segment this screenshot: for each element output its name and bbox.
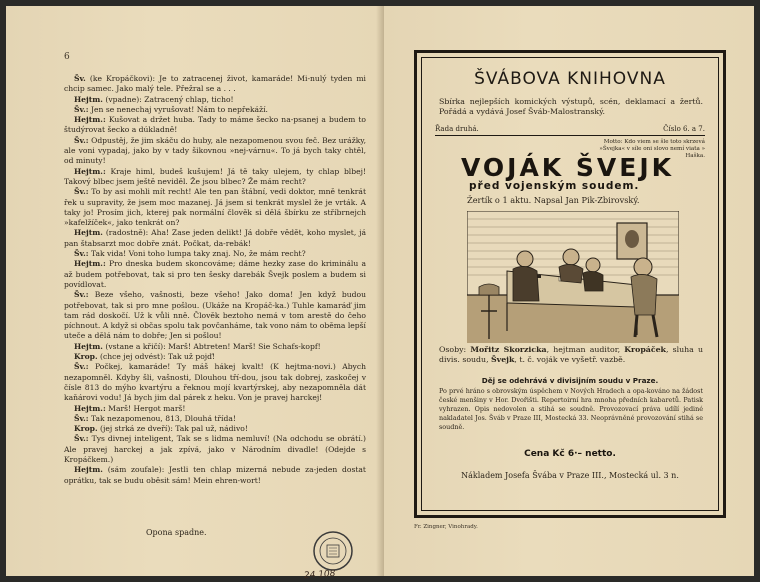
speech-text: Beze všeho, vašnosti, beze všeho! Jako doma! Jen když budou potřebovat, tak si pro mne pošlou. (Ukáže na Kropáč-ka.) Tuhle kamaráď jim tam rád doskočí. Už k vůli nně. Člověk beztoho nemá v tom arestě do čeho píchnout. A když si občas spolu tak povčanháme, tak vono nám to oběma lepší uteče a dělá nám to dobře; Jen si pošlou! — [64, 290, 366, 341]
speaker-label: Krop. — [74, 352, 98, 362]
speaker-label: Hejtm.: — [74, 115, 106, 125]
speaker-label: Krop. — [74, 424, 98, 434]
dialogue-paragraph — [64, 404, 366, 414]
series-divider — [435, 135, 705, 136]
dialogue-paragraph — [64, 187, 366, 228]
dialogue-paragraph — [64, 115, 366, 136]
series-numbering — [435, 125, 705, 133]
cast-skorzicka: Mořitz Skorzicka — [470, 345, 547, 354]
dialogue-paragraph — [64, 136, 366, 167]
speech-text: Odpustěj, že jim skáču do huby, ale nezapomenou svou feč. Bez urážky, ale voni vypadaj, jako by v tady šikovnou »nej-várnu«. To já bych taky chtěl, od minuty! — [64, 135, 366, 166]
speaker-label: Šv.: — [74, 290, 89, 300]
price: Cena Kč 6·– netto. — [524, 449, 616, 459]
dialogue-paragraph — [64, 434, 366, 465]
speaker-label: Hejtm. — [74, 228, 103, 238]
shelfmark: 24 108 — [303, 568, 336, 582]
cast-kropacek: Kropáček — [624, 345, 666, 354]
printer-imprint: Fr. Zingner, Vinohrady. — [414, 524, 478, 530]
dialogue-paragraph — [64, 290, 366, 341]
speaker-label: Šv.: — [74, 249, 89, 259]
dialogue-paragraph — [64, 105, 366, 115]
speaker-label: Šv.: — [74, 362, 89, 372]
dialogue-paragraph — [64, 95, 366, 105]
speech-text: Tak nezapomenou, 813, Dlouhá třída! — [88, 413, 236, 423]
right-page — [384, 6, 754, 576]
dialogue-paragraph — [64, 424, 366, 434]
book-subtitle: před vojenským soudem. — [469, 180, 640, 192]
speaker-label: Šv.: — [74, 135, 89, 145]
dialogue-paragraph — [64, 228, 366, 249]
speaker-label: Šv.: — [74, 434, 89, 444]
speech-text: (vstane a křičí): Marš! Abtreten! Marš! Sie Schafs-kopf! — [102, 341, 321, 351]
speaker-label: Hejtm.: — [74, 259, 106, 269]
motto: Motto: Kdo viem se šle toto skrzevá »Švejka« v síle oni slovo nemí viata » Haška. — [599, 139, 705, 159]
cast-role-1: , hejtman auditor, — [546, 345, 625, 354]
book-title: VOJÁK ŠVEJK — [461, 153, 674, 182]
speech-text: Jen se nenechaj vyrušovat! Nám to nepřekáží. — [88, 104, 268, 114]
dialogue-text — [64, 74, 366, 486]
library-stamp — [312, 530, 354, 572]
speech-text: Počkej, kamaráde! Ty máš hákej kvalt! (K hejtma-novi.) Abych nezapomněl. Kdyby šli, vašnosti, Dlouhou tří-dou, jsou tak dobrej, zaskočej v čísle 813 do mýho kvartýru a řeknou mojí kvartýrskej, aby nezapomněla dát kaňárovi vodu! Já bych jim dal párek z heku. Von je pravej harckej! — [64, 362, 366, 403]
speaker-label: Hejtm.: — [74, 403, 106, 413]
cast-role-2: , sluha u divis. soudu, — [439, 345, 704, 365]
dialogue-paragraph — [64, 259, 366, 290]
speech-text: (jej strká ze dveří): Tak pal už, nádivo! — [97, 424, 248, 434]
speech-text: Kraje himl, budeš kušujem! Já tě taky ulejem, ty chlap blbej! Takový blbec jsem ještě neviděl. Že jsou blbec? Že mám recht? — [64, 166, 366, 186]
speaker-label: Hejtm. — [74, 341, 103, 351]
series-description: Sbírka nejlepších komických výstupů, scén, deklamací a žertů. Pořádá a vydává Josef Šváb-Malostranský. — [439, 97, 703, 116]
dialogue-paragraph — [64, 362, 366, 403]
speaker-label: Šv.: — [74, 187, 89, 197]
curtain-note: Opona spadne. — [146, 528, 207, 537]
cast-role-3: , t. č. voják ve vyšetř. vazbě. — [514, 355, 626, 365]
speech-text: Tys divnej inteligent, Tak se s lidma nemluví! (Na odchodu se obrátí.) Ale pravej harckej a jak zpívá, jako v Národním divadle! (Odejde s Kropáčkem.) — [64, 434, 366, 464]
speech-text: (vpadne): Zatracený chlap, ticho! — [102, 94, 234, 104]
speaker-label: Šv.: — [74, 413, 89, 423]
dialogue-paragraph — [64, 74, 366, 95]
speaker-label: Hejtm.: — [74, 166, 106, 176]
dialogue-paragraph — [64, 249, 366, 259]
cast-prefix: Osoby: — [439, 345, 471, 354]
dialogue-paragraph — [64, 167, 366, 188]
publisher: Nákladem Josefa Švába v Praze III., Mostecká ul. 3 n. — [461, 471, 679, 480]
speech-text: Pro dneska budem skoncováme; dáme hezky zase do kriminálu a až budem potřebovat, tak si pro ten šesky darebák Švejk poslem a budem si povídlovat. — [64, 259, 366, 289]
speech-text: (radostně): Aha! Zase jeden delikt! Já dobře vědět, koho myslet, já pan štabsarzt moc dobře znát. Počkat, da-rebák! — [64, 228, 366, 248]
book-author: Žertík o 1 aktu. Napsal Jan Pik-Zbirovský. — [467, 195, 640, 205]
series-number: Číslo 6. a 7. — [663, 125, 705, 133]
speech-text: (ke Kropáčkovi): Je to zatracenej život, kamaráde! Mi-nulý tyden mi chcip samec. Jako malý tele. Přežral se a . . . — [64, 74, 366, 94]
speaker-label: Hejtm. — [74, 94, 103, 104]
dialogue-paragraph — [64, 342, 366, 352]
speech-text: To by asi mohli mít recht! Ale ten pan štábní, vedi doktor, mně tenkrát řek u supravity, že jsem moc mazanej. Já jsem si tenkrát myslel že je vrták. A taky jo! Prosím jich, kterej pak normální člověk si dělá šbírku ze stříbrnejch »kafelžíček«, jako tenkrát on? — [64, 187, 366, 228]
speaker-label: Šv.: — [74, 104, 89, 114]
setting-note: Děj se odehrává v divisijním soudu v Praze. — [481, 376, 659, 385]
speaker-label: Šv. — [74, 74, 86, 83]
speech-text: Marš! Hergot marš! — [105, 403, 186, 413]
speaker-label: Hejtm. — [74, 465, 103, 475]
cast-svejk: Švejk — [491, 355, 515, 365]
speech-text: (sám zoufale): Jestli ten chlap mizerná nebude za-jeden dostat oprátku, tak se budu oběsit sám! Mein ehren-wort! — [64, 465, 366, 485]
left-page — [6, 6, 384, 582]
series-row: Řada druhá. — [435, 125, 479, 133]
courtroom-illustration — [467, 211, 679, 343]
cover-frame — [414, 50, 726, 518]
book-spread — [6, 6, 754, 582]
speech-text: Kušovat a držet huba. Tady to máme šecko na-psanej a budem to študýrovat šecko a dúkladně! — [64, 115, 366, 135]
premiere-note: Po prvé hráno s obrovským úspěchem v Nových Hradech a opa-kováno na žádost české menšiny v Hor. Dvořišti. Repertoirní hra mnoha předních kabaretů. Patisk vyhrazen. Opis nedovolen a stihá se soudně. Provozovací práva udílí jediné nakladatel Jos. Šváb v Praze III, Mostecká 33. Neoprávněné provozování stihá se soudně. — [439, 387, 703, 431]
speech-text: (chce jej odvést): Tak už pojď! — [97, 352, 216, 362]
dialogue-paragraph — [64, 414, 366, 424]
speech-text: Tak vida! Voni toho lumpa taky znaj. No, že mám recht? — [88, 249, 306, 259]
cast-list — [439, 345, 703, 365]
dialogue-paragraph — [64, 352, 366, 362]
page-number: 6 — [64, 52, 70, 62]
dialogue-paragraph — [64, 465, 366, 486]
series-title: ŠVÁBOVA KNIHOVNA — [474, 69, 666, 89]
